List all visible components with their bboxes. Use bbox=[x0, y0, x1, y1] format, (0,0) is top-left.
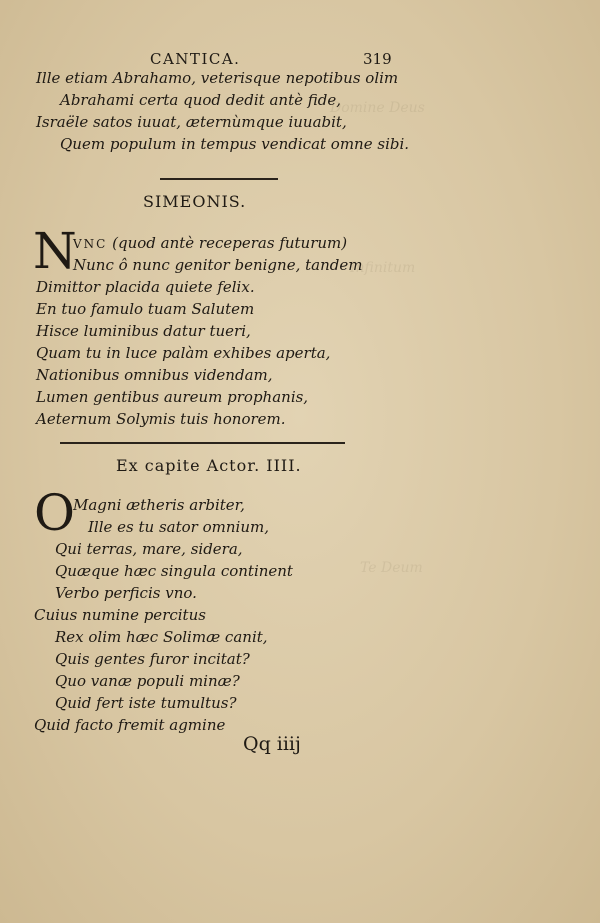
verse-line: Quem populum in tempus vendicat omne sibi. bbox=[60, 135, 410, 153]
signature-mark: Qq iiij bbox=[243, 733, 301, 755]
section-divider bbox=[160, 178, 278, 180]
verse-line: Aeternum Solymis tuis honorem. bbox=[36, 410, 286, 428]
verse-line: En tuo famulo tuam Salutem bbox=[36, 300, 255, 318]
verse-line: Dimittor placida quiete felix. bbox=[36, 278, 255, 296]
section-heading: Ex capite Actor. IIII. bbox=[116, 456, 302, 475]
show-through-text: Domine Deus bbox=[330, 100, 425, 116]
verse-line: Quid fert iste tumultus? bbox=[55, 694, 237, 712]
verse-line: Nunc ô nunc genitor benigne, tandem bbox=[73, 256, 363, 274]
verse-line: Lumen gentibus aureum prophanis, bbox=[36, 388, 309, 406]
drop-cap: O bbox=[34, 484, 75, 542]
verse-line: Quis gentes furor incitat? bbox=[55, 650, 250, 668]
verse-line: Rex olim hæc Solimæ canit, bbox=[55, 628, 268, 646]
verse-line: Hisce luminibus datur tueri, bbox=[36, 322, 251, 340]
initial-caps: VNC bbox=[73, 237, 108, 251]
page-number: 319 bbox=[363, 50, 392, 68]
verse-line: Abrahami certa quod dedit antè fide, bbox=[60, 91, 341, 109]
verse-line: Magni ætheris arbiter, bbox=[73, 496, 245, 514]
verse-line: Verbo perficis vno. bbox=[55, 584, 197, 602]
verse-line: Quæque hæc singula continent bbox=[55, 562, 293, 580]
verse-line bbox=[73, 232, 347, 255]
verse-line: Quid facto fremit agmine bbox=[34, 716, 226, 734]
verse-line: Nationibus omnibus videndam, bbox=[36, 366, 273, 384]
verse-line: Quam tu in luce palàm exhibes aperta, bbox=[36, 344, 331, 362]
section-divider bbox=[60, 442, 345, 444]
show-through-text: Te Deum bbox=[360, 560, 423, 576]
verse-line-text: (quod antè receperas futurum) bbox=[112, 234, 348, 252]
running-title: CANTICA. bbox=[150, 50, 241, 68]
verse-line: Cuius numine percitus bbox=[34, 606, 206, 624]
drop-cap: N bbox=[33, 222, 77, 280]
verse-line: Quo vanæ populi minæ? bbox=[55, 672, 240, 690]
verse-line: Ille etiam Abrahamo, veterisque nepotibus olim bbox=[36, 69, 399, 87]
verse-line: Qui terras, mare, sidera, bbox=[55, 540, 243, 558]
verse-line: Israële satos iuuat, æternùmque iuuabit, bbox=[36, 113, 347, 131]
section-heading: SIMEONIS. bbox=[143, 192, 247, 211]
show-through-text: Infinitum bbox=[350, 260, 416, 276]
verse-line: Ille es tu sator omnium, bbox=[88, 518, 269, 536]
